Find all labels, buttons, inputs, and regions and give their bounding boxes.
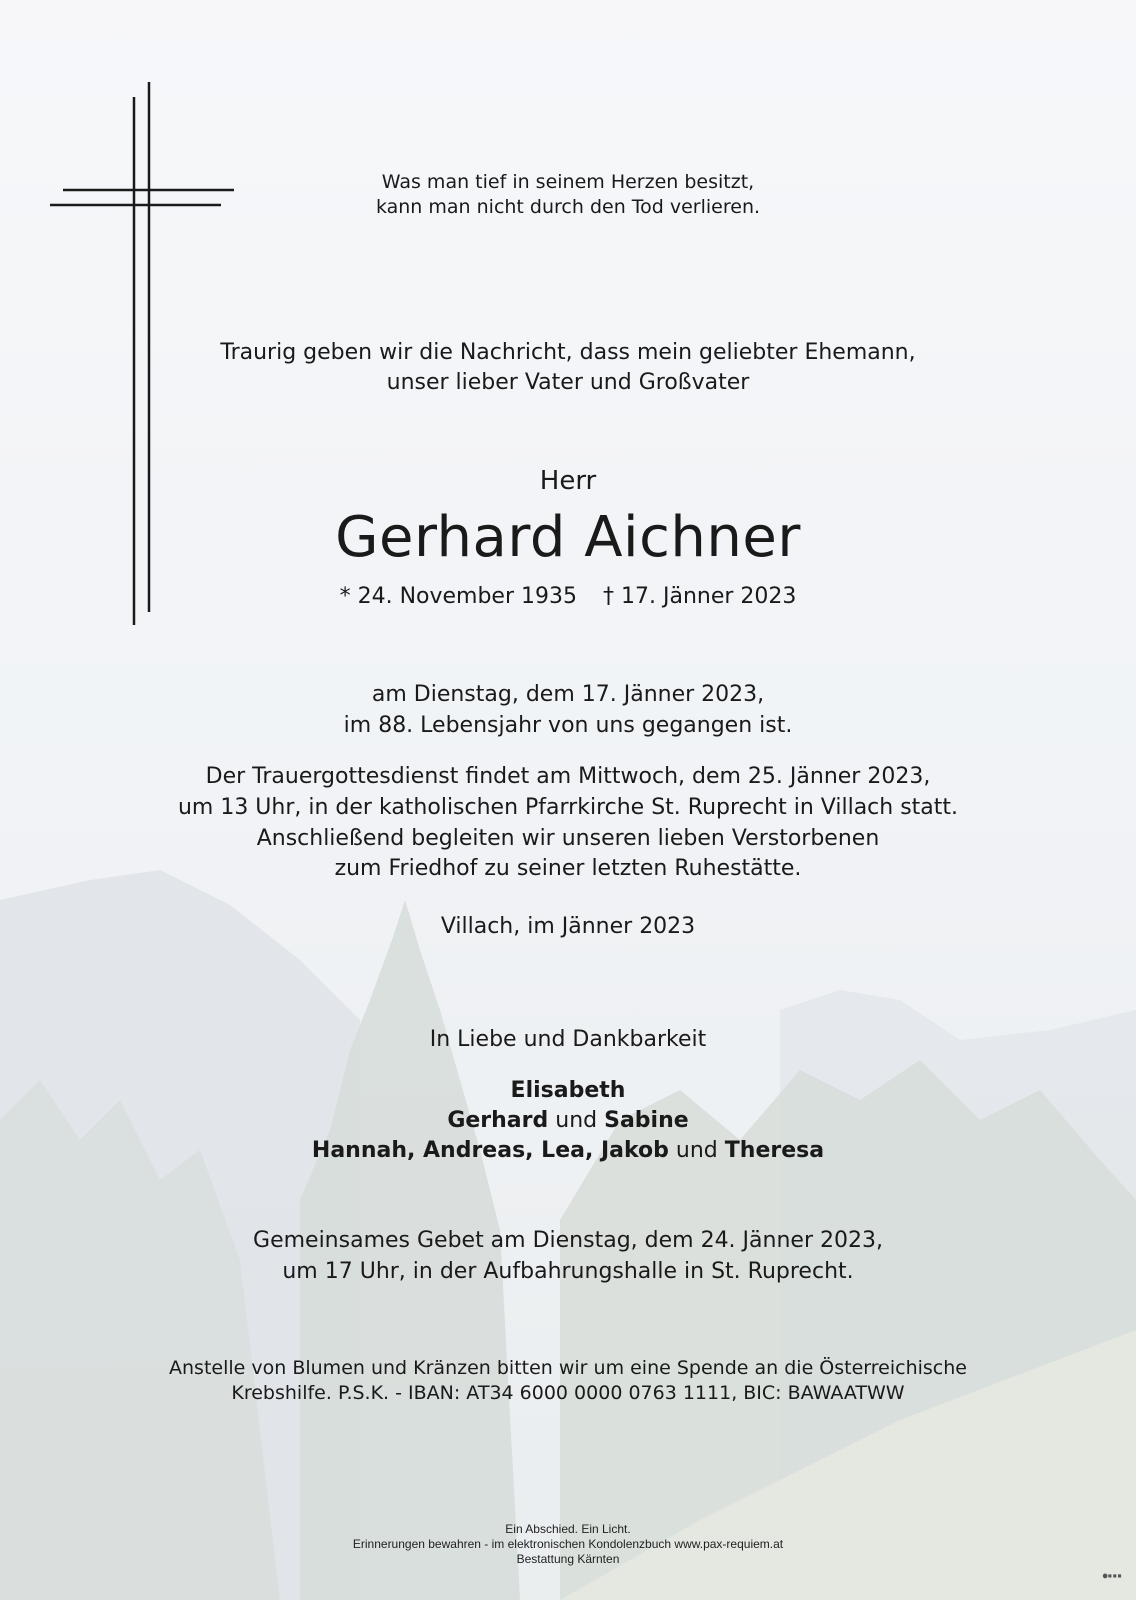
mourners-grandchildren xyxy=(0,1136,1136,1166)
mourner-wife: Elisabeth xyxy=(510,1078,626,1103)
intro-line-2: unser lieber Vater und Großvater xyxy=(386,370,750,395)
quote-line-1: Was man tief in seinem Herzen besitzt, xyxy=(381,171,755,193)
grandchildren-connector: und xyxy=(675,1138,718,1163)
grandchild-last: Theresa xyxy=(724,1138,825,1163)
deceased-name: Gerhard Aichner xyxy=(335,505,801,570)
place-date: Villach, im Jänner 2023 xyxy=(440,914,696,939)
service-line-2: um 13 Uhr, in der katholischen Pfarrkirche St. Ruprecht in Villach statt. xyxy=(177,795,959,820)
service-line-1: Der Trauergottesdienst findet am Mittwoch, dem 25. Jänner 2023, xyxy=(205,764,931,789)
salutation: Herr xyxy=(539,466,597,496)
service-line-4: zum Friedhof zu seiner letzten Ruhestätte. xyxy=(334,856,802,881)
child-name-2: Sabine xyxy=(604,1108,689,1133)
grandchildren-names: Hannah, Andreas, Lea, Jakob xyxy=(311,1138,669,1163)
passing-line-1: am Dienstag, dem 17. Jänner 2023, xyxy=(371,682,765,707)
cross-icon xyxy=(0,0,260,640)
print-mark-icon: ●▪▪▪ xyxy=(1102,1571,1122,1580)
footer-line-1: Ein Abschied. Ein Licht. xyxy=(505,1522,631,1536)
donation-line-2: Krebshilfe. P.S.K. - IBAN: AT34 6000 0000 0763 1111, BIC: BAWAATWW xyxy=(231,1382,905,1404)
child-name-1: Gerhard xyxy=(447,1108,549,1133)
footer-line-2: Erinnerungen bewahren - im elektronischen Kondolenzbuch www.pax-requiem.at xyxy=(352,1537,784,1551)
quote-line-2: kann man nicht durch den Tod verlieren. xyxy=(375,196,761,218)
intro-line-1: Traurig geben wir die Nachricht, dass mein geliebter Ehemann, xyxy=(220,340,916,365)
mourners-heading: In Liebe und Dankbarkeit xyxy=(429,1027,707,1052)
service-line-3: Anschließend begleiten wir unseren lieben Verstorbenen xyxy=(256,826,880,851)
mourners-children xyxy=(0,1106,1136,1136)
children-connector: und xyxy=(555,1108,598,1133)
passing-line-2: im 88. Lebensjahr von uns gegangen ist. xyxy=(343,713,793,738)
birth-date: * 24. November 1935 xyxy=(339,584,577,609)
footer-line-3: Bestattung Kärnten xyxy=(516,1552,620,1566)
prayer-line-2: um 17 Uhr, in der Aufbahrungshalle in St. Ruprecht. xyxy=(282,1259,854,1284)
prayer-line-1: Gemeinsames Gebet am Dienstag, dem 24. Jänner 2023, xyxy=(253,1228,883,1253)
death-date: † 17. Jänner 2023 xyxy=(603,584,797,609)
donation-line-1: Anstelle von Blumen und Kränzen bitten wir um eine Spende an die Österreichische xyxy=(169,1357,967,1379)
